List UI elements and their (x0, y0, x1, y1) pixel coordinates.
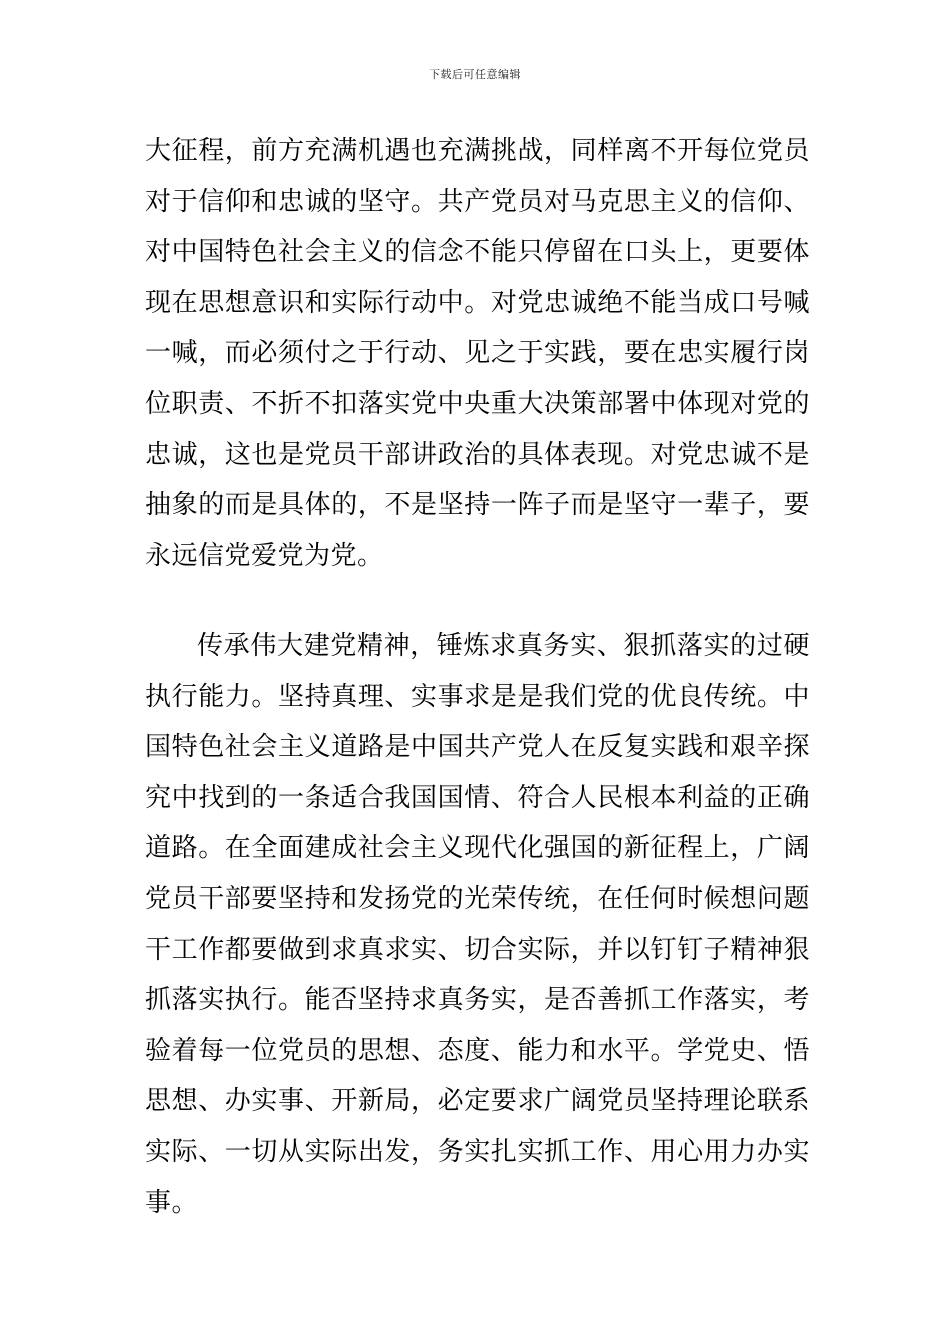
body-paragraph-1: 大征程，前方充满机遇也充满挑战，同样离不开每位党员对于信仰和忠诚的坚守。共产党员对马克思主义的信仰、对中国特色社会主义的信念不能只停留在口头上，更要体现在思想意识和实际行动中。对党忠诚绝不能当成口号喊一喊，而必须付之于行动、见之于实践，要在忠实履行岗位职责、不折不扣落实党中央重大决策部署中体现对党的忠诚，这也是党员干部讲政治的具体表现。对党忠诚不是抽象的而是具体的，不是坚持一阵子而是坚守一辈子，要永远信党爱党为党。 (145, 136, 810, 571)
body-paragraph-2: 传承伟大建党精神，锤炼求真务实、狠抓落实的过硬执行能力。坚持真理、实事求是是我们党的优良传统。中国特色社会主义道路是中国共产党人在反复实践和艰辛探究中找到的一条适合我国国情、符合人民根本利益的正确道路。在全面建成社会主义现代化强国的新征程上，广阔党员干部要坚持和发扬党的光荣传统，在任何时候想问题干工作都要做到求真求实、切合实际，并以钉钉子精神狠抓落实执行。能否坚持求真务实，是否善抓工作落实，考验着每一位党员的思想、态度、能力和水平。学党史、悟思想、办实事、开新局，必定要求广阔党员坚持理论联系实际、一切从实际出发，务实扎实抓工作、用心用力办实事。 (145, 631, 810, 1218)
page-header-note: 下载后可任意编辑 (429, 68, 521, 81)
